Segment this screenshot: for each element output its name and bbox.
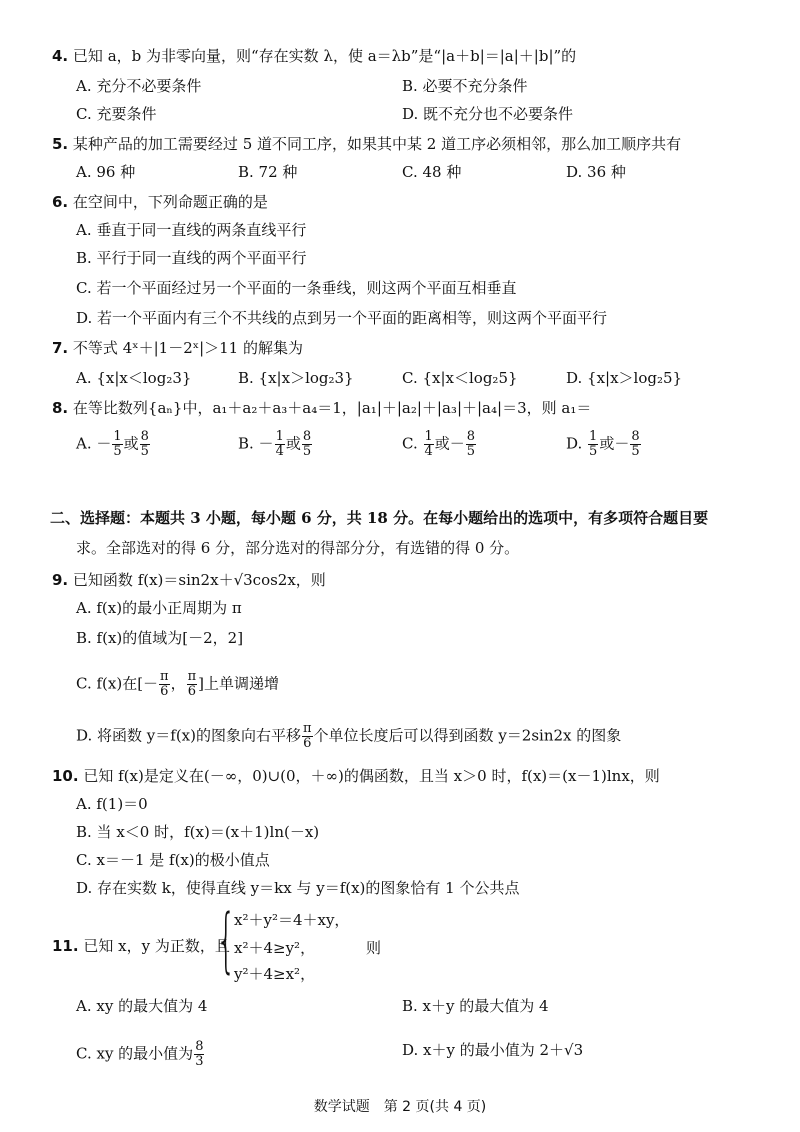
section-2-instructions: 求。全部选对的得 6 分，部分选对的得部分分，有选错的得 0 分。 <box>76 539 520 557</box>
denominator: 6 <box>160 684 169 699</box>
option-label: B. － <box>238 434 274 453</box>
q11-option-a: A. xy 的最大值为 4 <box>76 997 208 1015</box>
numerator: 1 <box>424 429 433 444</box>
or-text: 或－ <box>599 434 630 453</box>
question-text: 已知 f(x)是定义在(－∞，0)∪(0，＋∞)的偶函数，且当 x＞0 时，f(x)＝(x－1)lnx，则 <box>83 767 660 785</box>
q8-option-a <box>76 430 151 459</box>
denominator: 5 <box>466 444 476 459</box>
question-number: 7. <box>52 339 69 357</box>
numerator: 1 <box>113 429 122 444</box>
question-number: 8. <box>52 399 69 417</box>
page-footer: 数学试题 第 2 页(共 4 页) <box>313 1099 487 1115</box>
numerator: 1 <box>589 429 598 444</box>
denominator: 6 <box>187 684 197 699</box>
denominator: 5 <box>113 444 122 459</box>
section-2-heading: 二、选择题：本题共 3 小题，每小题 6 分，共 18 分。在每小题给出的选项中，有多项符合题目要 <box>50 509 709 527</box>
or-text: 或 <box>123 434 139 453</box>
system-brace: { <box>216 899 237 981</box>
denominator: 4 <box>424 444 433 459</box>
numerator: 8 <box>466 429 476 444</box>
q4-option-b: B. 必要不充分条件 <box>402 77 528 95</box>
option-text: C. f(x)在[－ <box>76 674 159 693</box>
q5-option-c: C. 48 种 <box>402 163 462 181</box>
q9-option-a: A. f(x)的最小正周期为 π <box>76 599 242 617</box>
numerator: π <box>303 721 312 736</box>
question-text-then: 则 <box>366 939 382 957</box>
q11-option-d: D. x＋y 的最小值为 2＋√3 <box>402 1041 584 1059</box>
fraction <box>588 430 598 459</box>
option-label: D. <box>566 434 583 453</box>
denominator: 3 <box>195 1054 204 1069</box>
option-text: ]上单调递增 <box>198 674 280 693</box>
denominator: 6 <box>303 736 312 751</box>
question-number: 11. <box>52 937 79 955</box>
question-text: 某种产品的加工需要经过 5 道不同工序，如果其中某 2 道工序必须相邻，那么加工顺序共有 <box>72 135 682 153</box>
denominator: 5 <box>302 444 312 459</box>
option-label: C. <box>402 434 418 453</box>
question-4-stem <box>52 46 576 66</box>
fraction <box>140 430 150 459</box>
q7-option-a: A. {x|x＜log₂3} <box>76 369 192 387</box>
fraction <box>630 430 640 459</box>
q8-option-c <box>402 430 477 459</box>
question-11-stem <box>52 936 230 956</box>
option-text: C. xy 的最小值为 <box>76 1044 194 1063</box>
option-text: D. 将函数 y＝f(x)的图象向右平移 <box>76 726 301 745</box>
numerator: π <box>187 669 197 684</box>
q11-option-b: B. x＋y 的最大值为 4 <box>402 997 549 1015</box>
question-text: 在等比数列{aₙ}中，a₁＋a₂＋a₃＋a₄＝1，|a₁|＋|a₂|＋|a₃|＋|a₄|＝3，则 a₁＝ <box>72 399 592 417</box>
q8-option-b <box>238 430 313 459</box>
question-number: 9. <box>52 571 69 589</box>
question-text: 不等式 4ˣ＋|1－2ˣ|＞11 的解集为 <box>72 339 303 357</box>
option-label: A. － <box>76 434 112 453</box>
q10-option-a: A. f(1)＝0 <box>76 795 148 813</box>
fraction <box>194 1040 204 1069</box>
question-9-stem <box>52 570 326 590</box>
q6-option-c: C. 若一个平面经过另一个平面的一条垂线，则这两个平面互相垂直 <box>76 279 517 297</box>
fraction <box>302 722 313 751</box>
fraction <box>302 430 312 459</box>
system-equation-1: x²＋y²＝4＋xy， <box>234 911 350 929</box>
q4-option-c: C. 充要条件 <box>76 105 157 123</box>
q4-option-a: A. 充分不必要条件 <box>76 77 202 95</box>
or-text: 或－ <box>434 434 465 453</box>
question-number: 10. <box>52 767 79 785</box>
option-text: ， <box>170 674 186 693</box>
fraction <box>159 670 170 699</box>
question-number: 6. <box>52 193 69 211</box>
fraction <box>187 670 198 699</box>
q7-option-b: B. {x|x＞log₂3} <box>238 369 354 387</box>
system-equation-3: y²＋4≥x²， <box>234 965 316 983</box>
denominator: 5 <box>140 444 149 459</box>
fraction <box>112 430 122 459</box>
q9-option-c <box>76 670 279 699</box>
question-text: 已知 a，b 为非零向量，则“存在实数 λ，使 a＝λb”是“|a＋b|＝|a|＋|b|”的 <box>72 47 577 65</box>
q10-option-d: D. 存在实数 k，使得直线 y＝kx 与 y＝f(x)的图象恰有 1 个公共点 <box>76 879 520 897</box>
fraction <box>424 430 434 459</box>
fraction <box>275 430 285 459</box>
denominator: 5 <box>589 444 598 459</box>
q9-option-d <box>76 722 621 751</box>
q9-option-b: B. f(x)的值域为[－2，2] <box>76 629 244 647</box>
q10-option-b: B. 当 x＜0 时，f(x)＝(x＋1)ln(－x) <box>76 823 320 841</box>
q5-option-b: B. 72 种 <box>238 163 298 181</box>
question-number: 4. <box>52 47 69 65</box>
q6-option-d: D. 若一个平面内有三个不共线的点到另一个平面的距离相等，则这两个平面平行 <box>76 309 608 327</box>
question-7-stem <box>52 338 303 358</box>
q4-option-d: D. 既不充分也不必要条件 <box>402 105 574 123</box>
q5-option-a: A. 96 种 <box>76 163 136 181</box>
denominator: 4 <box>275 444 284 459</box>
question-text: 在空间中，下列命题正确的是 <box>72 193 268 211</box>
denominator: 5 <box>631 444 640 459</box>
question-text: 已知 x，y 为正数，且 <box>83 937 230 955</box>
numerator: 1 <box>275 429 284 444</box>
q5-option-d: D. 36 种 <box>566 163 626 181</box>
question-text: 已知函数 f(x)＝sin2x＋√3cos2x，则 <box>72 571 326 589</box>
q6-option-b: B. 平行于同一直线的两个平面平行 <box>76 249 307 267</box>
numerator: 8 <box>140 429 149 444</box>
q7-option-c: C. {x|x＜log₂5} <box>402 369 518 387</box>
numerator: 8 <box>195 1039 204 1054</box>
q10-option-c: C. x＝－1 是 f(x)的极小值点 <box>76 851 270 869</box>
option-text: 个单位长度后可以得到函数 y＝2sin2x 的图象 <box>313 726 622 745</box>
system-equation-2: x²＋4≥y²， <box>234 939 316 957</box>
q11-option-c <box>76 1040 205 1069</box>
question-6-stem <box>52 192 268 212</box>
question-10-stem <box>52 766 660 786</box>
q7-option-d: D. {x|x＞log₂5} <box>566 369 683 387</box>
numerator: 8 <box>631 429 640 444</box>
question-5-stem <box>52 134 681 154</box>
q8-option-d <box>566 430 642 459</box>
q6-option-a: A. 垂直于同一直线的两条直线平行 <box>76 221 307 239</box>
numerator: 8 <box>302 429 312 444</box>
or-text: 或 <box>285 434 301 453</box>
question-number: 5. <box>52 135 69 153</box>
fraction <box>466 430 476 459</box>
numerator: π <box>160 669 169 684</box>
question-8-stem <box>52 398 591 418</box>
